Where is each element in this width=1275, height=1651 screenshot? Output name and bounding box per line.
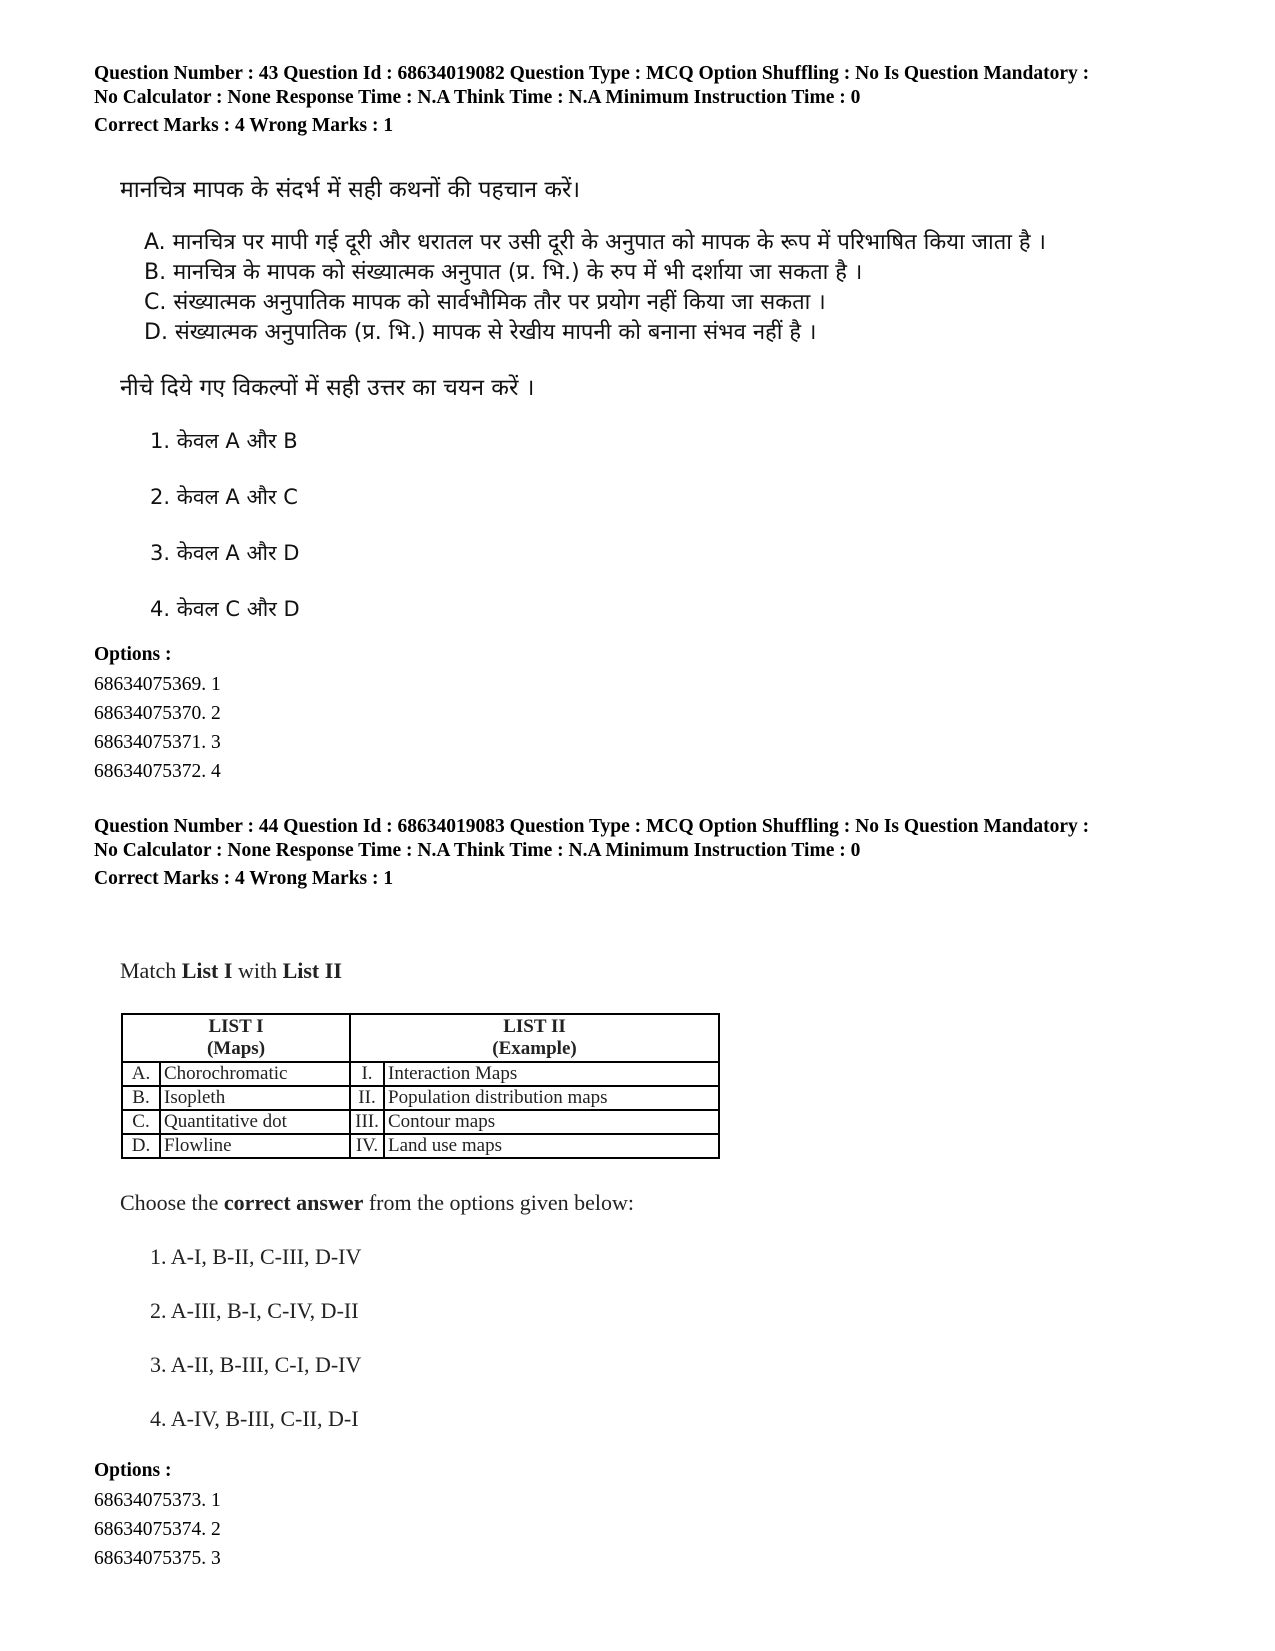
q44-choice-2: 2. A-III, B-I, C-IV, D-II <box>150 1298 359 1323</box>
q44-instruction-pre: Choose the <box>120 1190 224 1215</box>
q43-statement-d: D. संख्यात्मक अनुपातिक (प्र. भि.) मापक से रेखीय मापनी को बनाना संभव नहीं है । <box>144 320 817 345</box>
table-row <box>122 1086 719 1110</box>
q43-option-2: 68634075370. 2 <box>94 703 221 724</box>
q43-prompt: मानचित्र मापक के संदर्भ में सही कथनों की पहचान करें। <box>120 177 581 203</box>
row-map-type: Chorochromatic <box>160 1062 350 1086</box>
row-map-type: Quantitative dot <box>160 1110 350 1134</box>
q43-statement-a: A. मानचित्र पर मापी गई दूरी और धरातल पर उसी दूरी के अनुपात को मापक के रूप में परिभाषित किया जाता है । <box>144 230 1046 255</box>
list2-subtitle: (Example) <box>492 1038 577 1059</box>
row-roman: III. <box>350 1110 384 1134</box>
row-example: Interaction Maps <box>384 1062 719 1086</box>
row-map-type: Isopleth <box>160 1086 350 1110</box>
q44-options-label: Options : <box>94 1460 172 1481</box>
q43-statement-b: B. मानचित्र के मापक को संख्यात्मक अनुपात (प्र. भि.) के रुप में भी दर्शाया जा सकता है । <box>144 260 863 285</box>
q43-meta <box>94 62 1214 110</box>
row-example: Population distribution maps <box>384 1086 719 1110</box>
list1-subtitle: (Maps) <box>206 1038 266 1059</box>
q44-meta-line2: No Calculator : None Response Time : N.A Think Time : N.A Minimum Instruction Time : 0 <box>94 840 861 861</box>
list1-title: LIST I <box>208 1016 264 1037</box>
q43-options-label: Options : <box>94 644 172 665</box>
q44-prompt-list2: List II <box>282 958 342 983</box>
q43-instruction: नीचे दिये गए विकल्पों में सही उत्तर का चयन करें । <box>120 375 535 401</box>
q44-prompt-list1: List I <box>181 958 233 983</box>
q43-option-3: 68634075371. 3 <box>94 732 221 753</box>
q43-options-list <box>94 670 221 786</box>
row-example: Contour maps <box>384 1110 719 1134</box>
q44-prompt-mid: with <box>232 958 283 983</box>
q44-instruction-post: from the options given below: <box>363 1190 635 1215</box>
q43-statement-c: C. संख्यात्मक अनुपातिक मापक को सार्वभौमिक तौर पर प्रयोग नहीं किया जा सकता । <box>144 290 826 315</box>
row-letter: D. <box>122 1134 160 1158</box>
row-letter: B. <box>122 1086 160 1110</box>
q44-options-list <box>94 1486 221 1573</box>
list2-title: LIST II <box>503 1016 566 1037</box>
row-example: Land use maps <box>384 1134 719 1158</box>
q44-instruction <box>120 1190 634 1216</box>
q43-choice-3: 3. केवल A और D <box>150 541 300 565</box>
q44-marks: Correct Marks : 4 Wrong Marks : 1 <box>94 868 394 889</box>
row-letter: A. <box>122 1062 160 1086</box>
table-row <box>122 1062 719 1086</box>
q43-choice-4: 4. केवल C और D <box>150 597 300 621</box>
q44-choice-3: 3. A-II, B-III, C-I, D-IV <box>150 1352 362 1377</box>
q44-choice-4: 4. A-IV, B-III, C-II, D-I <box>150 1406 359 1431</box>
q44-match-table <box>121 1013 720 1159</box>
row-roman: II. <box>350 1086 384 1110</box>
row-roman: I. <box>350 1062 384 1086</box>
q44-option-2: 68634075374. 2 <box>94 1519 221 1540</box>
table-row <box>122 1110 719 1134</box>
list1-header <box>122 1014 350 1062</box>
q43-meta-line2: No Calculator : None Response Time : N.A Think Time : N.A Minimum Instruction Time : 0 <box>94 87 861 108</box>
q44-meta <box>94 815 1214 863</box>
q44-meta-line1: Question Number : 44 Question Id : 68634019083 Question Type : MCQ Option Shuffling : No Is Question Mandatory : <box>94 816 1090 837</box>
q43-option-4: 68634075372. 4 <box>94 761 221 782</box>
q43-marks: Correct Marks : 4 Wrong Marks : 1 <box>94 115 394 136</box>
row-letter: C. <box>122 1110 160 1134</box>
q43-choice-1: 1. केवल A और B <box>150 429 298 453</box>
list2-header <box>350 1014 719 1062</box>
q43-meta-line1: Question Number : 43 Question Id : 68634019082 Question Type : MCQ Option Shuffling : No Is Question Mandatory : <box>94 63 1090 84</box>
q44-prompt-pre: Match <box>120 958 182 983</box>
q44-instruction-bold: correct answer <box>223 1190 364 1215</box>
q44-table-header <box>122 1014 719 1062</box>
table-row <box>122 1134 719 1158</box>
q44-option-1: 68634075373. 1 <box>94 1490 221 1511</box>
q43-option-1: 68634075369. 1 <box>94 674 221 695</box>
q44-option-3: 68634075375. 3 <box>94 1548 221 1569</box>
q44-prompt <box>120 958 342 984</box>
row-map-type: Flowline <box>160 1134 350 1158</box>
q43-choice-2: 2. केवल A और C <box>150 485 298 509</box>
q44-choice-1: 1. A-I, B-II, C-III, D-IV <box>150 1244 362 1269</box>
row-roman: IV. <box>350 1134 384 1158</box>
